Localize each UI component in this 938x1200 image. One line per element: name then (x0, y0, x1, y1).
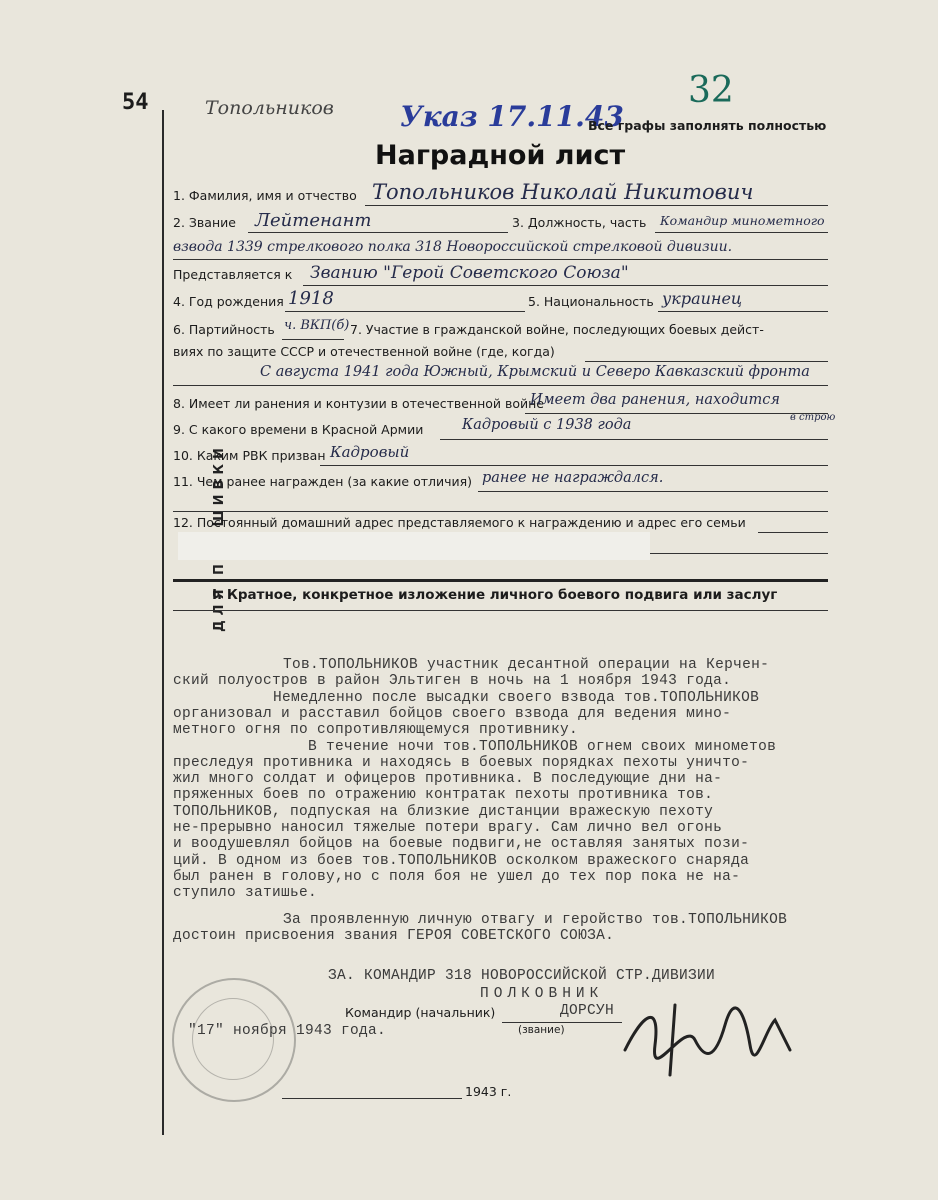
narrative-line: Немедленно после высадки своего взвода тов.ТОПОЛЬНИКОВ (273, 689, 760, 706)
field-10-line (320, 465, 828, 466)
page-number: 54 (122, 90, 149, 115)
section-bottom-rule (173, 610, 828, 611)
field-7-line-b (173, 385, 828, 386)
section-top-rule (173, 579, 828, 582)
narrative-line: ТОПОЛЬНИКОВ, подпуская на близкие дистанции вражескую пехоту (173, 803, 714, 820)
date-typed: "17" ноября 1943 года. (188, 1023, 387, 1039)
field-4-line (285, 311, 525, 312)
presented-value: Званию "Герой Советского Союза" (310, 263, 629, 283)
field-11-label: 11. Чем ранее награжден (за какие отличия) (173, 474, 473, 489)
field-5-label: 5. Национальность (528, 294, 654, 309)
narrative-line: организовал и расставил бойцов своего взвода для ведения мино- (173, 705, 732, 722)
seal-inner-ring (192, 998, 274, 1080)
field-3-line (655, 232, 828, 233)
field-4-label: 4. Год рождения (173, 294, 284, 309)
rank-typed: ПОЛКОВНИК (480, 986, 604, 1002)
narrative-line: жил много солдат и офицеров противника. В последующие дни на- (173, 771, 723, 788)
field-4-value: 1918 (288, 288, 334, 309)
field-9-label: 9. С какого времени в Красной Армии (173, 422, 424, 437)
field-12-line-a (758, 532, 828, 533)
field-11-value: ранее не награждался. (482, 470, 664, 486)
field-6-value: ч. ВКП(б) (284, 318, 350, 333)
field-3-value-cont: взвода 1339 стрелкового полка 318 Новороссийской стрелковой дивизии. (173, 239, 733, 255)
field-11-line-a (478, 491, 828, 492)
narrative-line: не-прерывно наносил тяжелые потери врагу. Сам лично вел огонь (173, 820, 723, 836)
field-3-cont-line (173, 259, 828, 260)
rank-label: (звание) (518, 1024, 565, 1036)
field-10-value: Кадровый (330, 443, 410, 461)
commander-signature (615, 990, 815, 1080)
year-line (282, 1098, 462, 1099)
field-9-value: Кадровый с 1938 года (462, 417, 632, 433)
surname-note: Топольников (205, 97, 334, 119)
instruction-text: Все графы заполнять полностью (588, 118, 827, 133)
commander-typed: ЗА. КОМАНДИР 318 НОВОРОССИЙСКОЙ СТР.ДИВИЗИИ (328, 968, 716, 984)
presented-line (303, 285, 828, 286)
field-1-value: Топольников Николай Никитович (372, 180, 754, 204)
narrative-line: достоин присвоения звания ГЕРОЯ СОВЕТСКОГО СОЮЗА. (173, 927, 615, 944)
field-1-label: 1. Фамилия, имя и отчество (173, 188, 357, 203)
field-8-label: 8. Имеет ли ранения и контузии в отечественной войне (173, 396, 545, 411)
field-1-line (365, 205, 828, 206)
field-8-value: Имеет два ранения, находится (530, 392, 780, 408)
field-7-line-a (585, 361, 828, 362)
field-8-note: в строю (790, 412, 836, 423)
narrative-line: преследуя противника и находясь в боевых порядках пехоты уничто- (173, 754, 750, 771)
field-12-label: 12. Постоянный домашний адрес представляемого к награждению и адрес его семьи (173, 515, 746, 530)
field-2-label: 2. Звание (173, 215, 236, 230)
narrative-line: пряженных боев по отражению контратак пехоты противника тов. (173, 787, 714, 804)
narrative-line: и воодушевлял бойцов на боевые подвиги,не оставляя занятых пози- (173, 836, 750, 853)
narrative-line: ский полуостров в район Эльтиген в ночь на 1 ноября 1943 года. (173, 673, 732, 690)
field-7-label-line-2: виях по защите СССР и отечественной войне (где, когда) (173, 344, 555, 359)
field-8-line (525, 413, 828, 414)
field-6-line (282, 339, 344, 340)
narrative-line: В течение ночи тов.ТОПОЛЬНИКОВ огнем своих минометов (308, 738, 777, 755)
field-3-label: 3. Должность, часть (512, 215, 647, 230)
field-9-line (440, 439, 828, 440)
field-7-label-line-1: 7. Участие в гражданской войне, последующих боевых дейст- (350, 322, 764, 337)
binding-margin-line (162, 110, 164, 1135)
document-title: Наградной лист (375, 140, 626, 171)
field-3-value: Командир минометного (660, 213, 825, 228)
field-5-line (658, 311, 828, 312)
name-typed: ДОРСУН (560, 1003, 615, 1019)
field-6-label: 6. Партийность (173, 322, 275, 337)
narrative-line: ций. В одном из боев тов.ТОПОЛЬНИКОВ осколком вражеского снаряда (173, 852, 750, 869)
redacted-address (178, 532, 650, 560)
section-title: I. Кратное, конкретное изложение личного боевого подвига или заслуг (212, 587, 778, 603)
field-2-value: Лейтенант (255, 210, 372, 231)
commander-label: Командир (начальник) (345, 1005, 496, 1020)
presented-label: Представляется к (173, 267, 293, 282)
narrative-line: был ранен в голову,но с поля боя не ушел до тех пор пока не на- (173, 868, 741, 885)
field-10-label: 10. Каким РВК призван (173, 448, 326, 463)
narrative-line: Тов.ТОПОЛЬНИКОВ участник десантной операции на Керчен- (283, 657, 770, 673)
field-12-line-b (650, 553, 828, 554)
decree-note: Указ 17.11.43 (400, 100, 624, 133)
commander-sign-line (502, 1022, 622, 1023)
narrative-line: За проявленную личную отвагу и геройство тов.ТОПОЛЬНИКОВ (283, 911, 788, 928)
seal-stamp (172, 978, 296, 1102)
field-2-line (248, 232, 508, 233)
narrative-line: ступило затишье. (173, 885, 318, 902)
field-5-value: украинец (662, 289, 743, 308)
field-11-line-b (173, 511, 828, 512)
narrative-line: метного огня по сопротивляющемуся противнику. (173, 722, 579, 739)
year-label: 1943 г. (465, 1084, 512, 1099)
archive-number: 32 (688, 70, 734, 111)
field-7-value: С августа 1941 года Южный, Крымский и Северо Кавказский фронта (260, 364, 810, 380)
